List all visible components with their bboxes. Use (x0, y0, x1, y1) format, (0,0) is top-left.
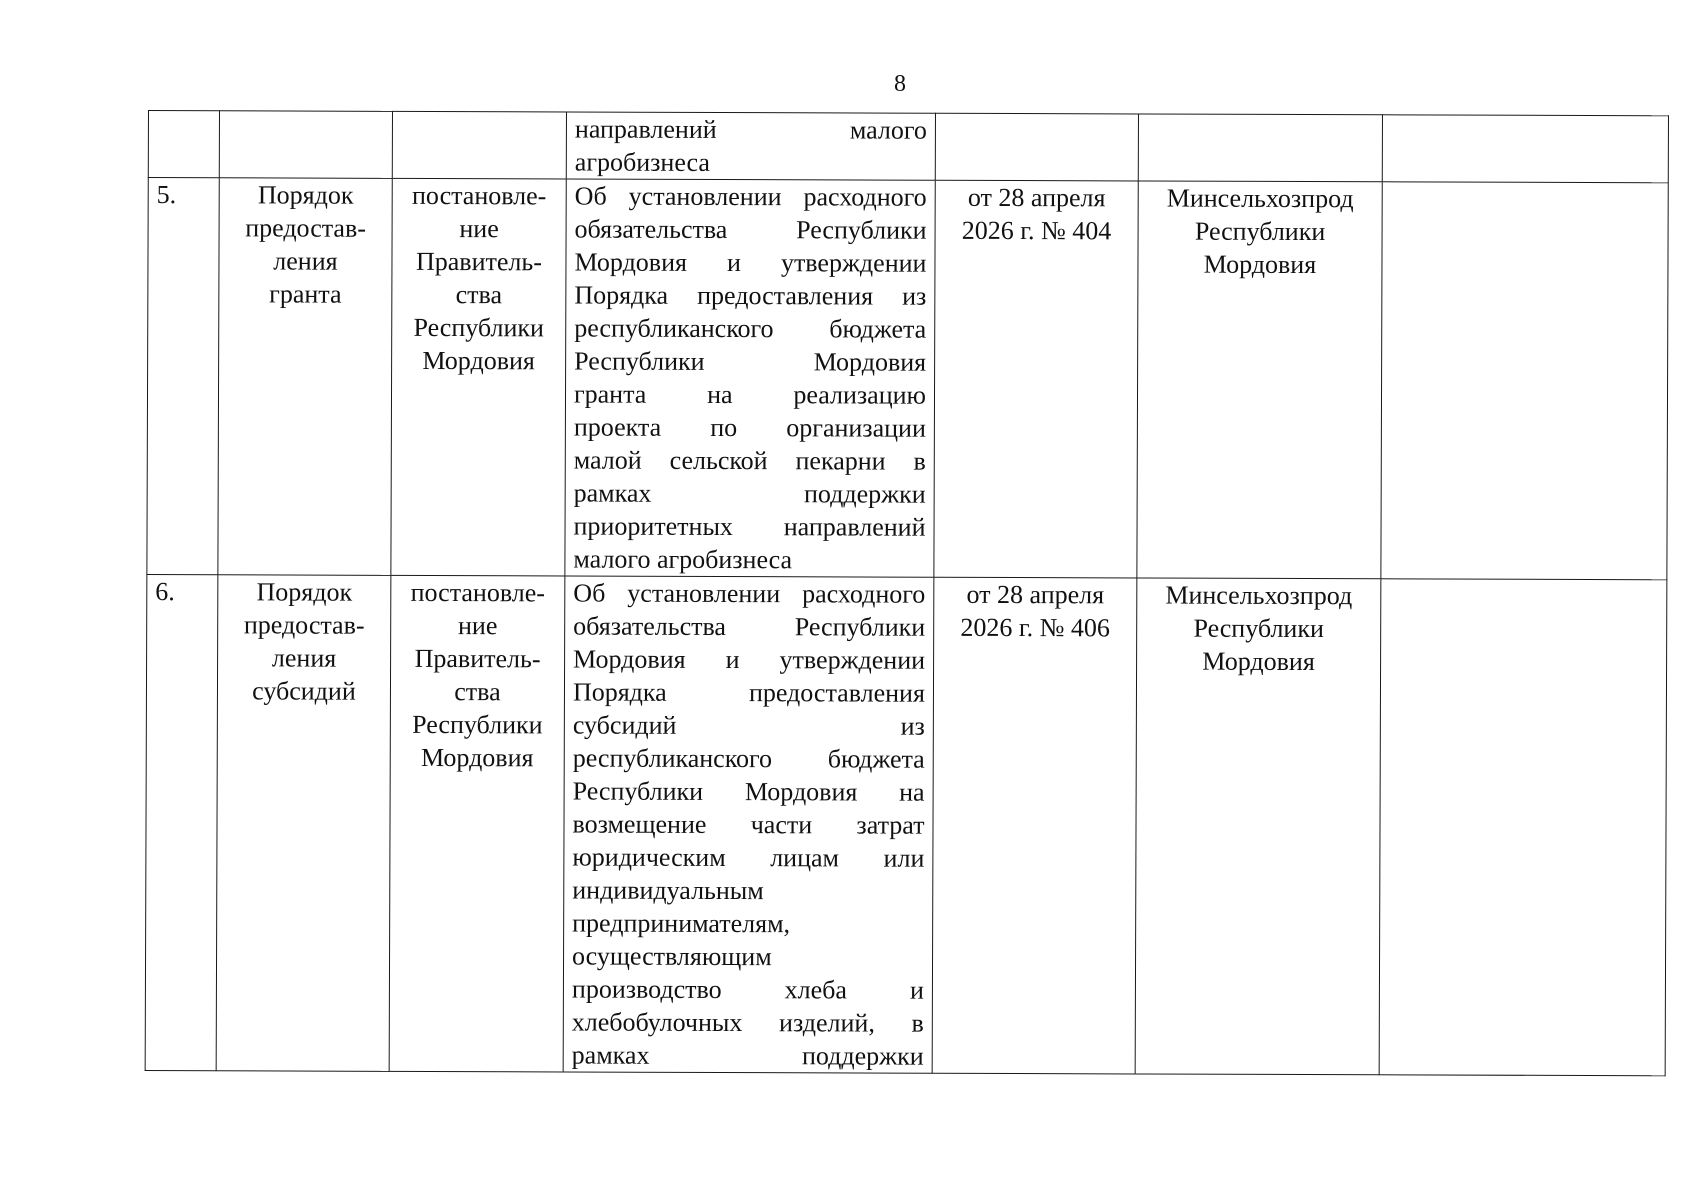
cell-date (932, 577, 1137, 1074)
doc-type-line: ства (454, 677, 501, 707)
doc-type-line: Республики (412, 709, 543, 740)
description-line: производство хлеба и (571, 974, 924, 1005)
cell-description (565, 179, 935, 577)
doc-type-line: Правитель- (415, 246, 542, 277)
agency-line: Республики (1194, 216, 1326, 247)
description-line: индивидуальным (572, 875, 764, 906)
subject-line: предостав- (243, 610, 365, 640)
doc-type-line: Мордовия (420, 742, 534, 773)
description-line: обязательства Республики (573, 611, 926, 642)
subject-line: Порядок (256, 577, 353, 607)
cell-agency (1137, 181, 1382, 579)
cell-date (935, 113, 1138, 181)
description-line: хлебобулочных изделий, в (571, 1007, 924, 1038)
description-line: Мордовия и утверждении (573, 644, 926, 675)
doc-type-line: Правитель- (414, 643, 541, 674)
cell-agency (1138, 114, 1382, 182)
cell-document-type (389, 575, 565, 1072)
doc-type-line: Республики (413, 312, 545, 343)
cell-agency (1135, 578, 1381, 1075)
subject-line: ления (273, 246, 338, 276)
doc-type-line: ние (457, 611, 498, 641)
description-line: Порядка предоставления из (574, 280, 927, 311)
description-line: Об установлении расходного (574, 181, 927, 212)
page-number: 8 (894, 71, 906, 97)
description-line: возмещение части затрат (572, 809, 925, 840)
description-text (575, 112, 927, 179)
date-line: 2026 г. № 404 (961, 215, 1112, 246)
table-row-continuation (148, 111, 1668, 183)
cell-document-type (392, 111, 566, 179)
agency-line: Минсельхозпрод (1166, 183, 1354, 214)
cell-subject (216, 575, 391, 1072)
table-row (145, 574, 1667, 1075)
description-line: рамках поддержки (573, 478, 926, 509)
description-line: Порядка предоставления (572, 677, 926, 708)
cell-subject (218, 178, 392, 576)
subject-line: гранта (269, 279, 342, 309)
cell-number: 5. (147, 178, 219, 575)
subject-line: предостав- (245, 213, 366, 243)
description-line: агробизнеса (574, 147, 710, 177)
cell-description (563, 576, 934, 1073)
doc-type-line: ства (455, 280, 503, 310)
agency-line: Минсельхозпрод (1165, 580, 1353, 611)
description-line: Об установлении расходного (573, 578, 926, 609)
description-line: Мордовия и утверждении (574, 247, 927, 278)
legal-acts-table (145, 110, 1669, 1076)
description-line: малого агробизнеса (573, 544, 793, 575)
cell-number (148, 111, 219, 178)
description-line: республиканского бюджета (574, 313, 927, 344)
description-line: гранта на реализацию (573, 379, 927, 410)
doc-type-line: постановле- (411, 180, 547, 211)
cell-document-type (391, 178, 566, 576)
doc-type-line: ние (459, 214, 499, 244)
description-line: юридическим лицам или (572, 842, 925, 873)
description-line: Республики Мордовия (574, 346, 927, 377)
description-line: субсидий из (572, 710, 925, 741)
description-line: рамках поддержки (571, 1040, 924, 1071)
cell-note (1382, 115, 1668, 183)
subject-line: Порядок (257, 180, 354, 210)
doc-type-line: Мордовия (422, 345, 535, 376)
subject-line: субсидий (252, 676, 356, 706)
date-line: от 28 апреля (966, 579, 1105, 610)
table-row (147, 178, 1668, 580)
description-line: республиканского бюджета (572, 743, 925, 774)
description-line: проекта по организации (573, 412, 926, 443)
description-line: Республики Мордовия на (572, 776, 925, 807)
agency-line: Мордовия (1203, 249, 1317, 280)
description-line: малой сельской пекарни в (573, 445, 926, 476)
cell-description (566, 112, 935, 180)
description-line: обязательства Республики (574, 214, 927, 245)
date-line: 2026 г. № 406 (960, 612, 1111, 643)
cell-date (934, 180, 1138, 578)
description-line: приоритетных направлений (573, 511, 926, 542)
cell-number: 6. (145, 574, 218, 1070)
description-line: предпринимателям, (572, 908, 791, 939)
subject-line: ления (271, 643, 337, 673)
cell-note (1381, 182, 1668, 580)
cell-note (1379, 579, 1667, 1076)
date-line: от 28 апреля (967, 182, 1106, 213)
description-text (572, 576, 926, 1072)
description-line: направлений малого (574, 114, 927, 145)
agency-line: Мордовия (1202, 646, 1315, 677)
agency-line: Республики (1193, 613, 1324, 644)
description-line: осуществляющим (571, 941, 772, 972)
doc-type-line: постановле- (410, 577, 546, 608)
description-text (573, 179, 926, 576)
cell-subject (219, 111, 392, 179)
